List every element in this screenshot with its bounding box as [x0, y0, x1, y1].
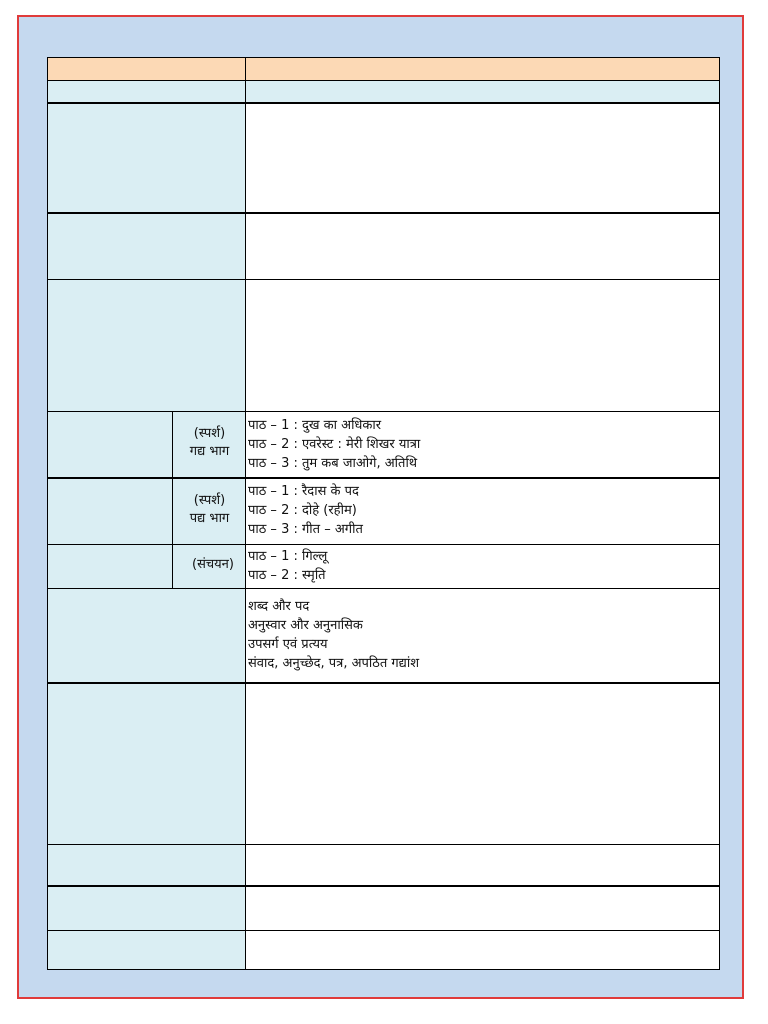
topic-item: शब्द और पद — [248, 599, 310, 614]
grammar-topics — [248, 597, 419, 673]
subheader-row — [48, 81, 719, 102]
sanchayan-lessons — [248, 547, 327, 585]
row-divider — [48, 544, 719, 545]
lesson-item: पाठ – 1 : दुख का अधिकार — [248, 418, 382, 433]
row-divider — [48, 844, 719, 845]
sanchayan-label: (संचयन) — [192, 557, 234, 572]
row-divider — [48, 885, 719, 887]
table-header-row — [48, 58, 719, 80]
sparsh-gadya-label: (स्पर्श) गद्य भाग — [189, 426, 230, 459]
topic-item: संवाद, अनुच्छेद, पत्र, अपठित गद्यांश — [248, 656, 420, 671]
row-divider — [48, 279, 719, 280]
lesson-item: पाठ – 3 : गीत – अगीत — [248, 522, 363, 537]
sparsh-padya-lessons — [248, 482, 363, 539]
row-divider — [48, 411, 719, 412]
sparsh-padya-label: (स्पर्श) पद्य भाग — [189, 493, 230, 526]
lesson-item: पाठ – 1 : गिल्लू — [248, 549, 328, 564]
row-divider — [48, 682, 719, 684]
row-divider — [48, 588, 719, 589]
lesson-item: पाठ – 1 : रैदास के पद — [248, 484, 359, 499]
topic-item: अनुस्वार और अनुनासिक — [248, 618, 363, 633]
syllabus-table — [47, 57, 720, 970]
lesson-item: पाठ – 2 : एवरेस्ट : मेरी शिखर यात्रा — [248, 437, 421, 452]
row-divider — [48, 212, 719, 214]
row-divider — [48, 477, 719, 479]
row-divider — [48, 930, 719, 931]
topic-item: उपसर्ग एवं प्रत्यय — [248, 637, 328, 652]
lesson-item: पाठ – 3 : तुम कब जाओगे, अतिथि — [248, 456, 418, 471]
lesson-item: पाठ – 2 : स्मृति — [248, 568, 326, 583]
row-divider — [48, 102, 719, 104]
sparsh-gadya-lessons — [248, 416, 420, 473]
row-divider — [48, 80, 719, 81]
lesson-item: पाठ – 2 : दोहे (रहीम) — [248, 503, 357, 518]
